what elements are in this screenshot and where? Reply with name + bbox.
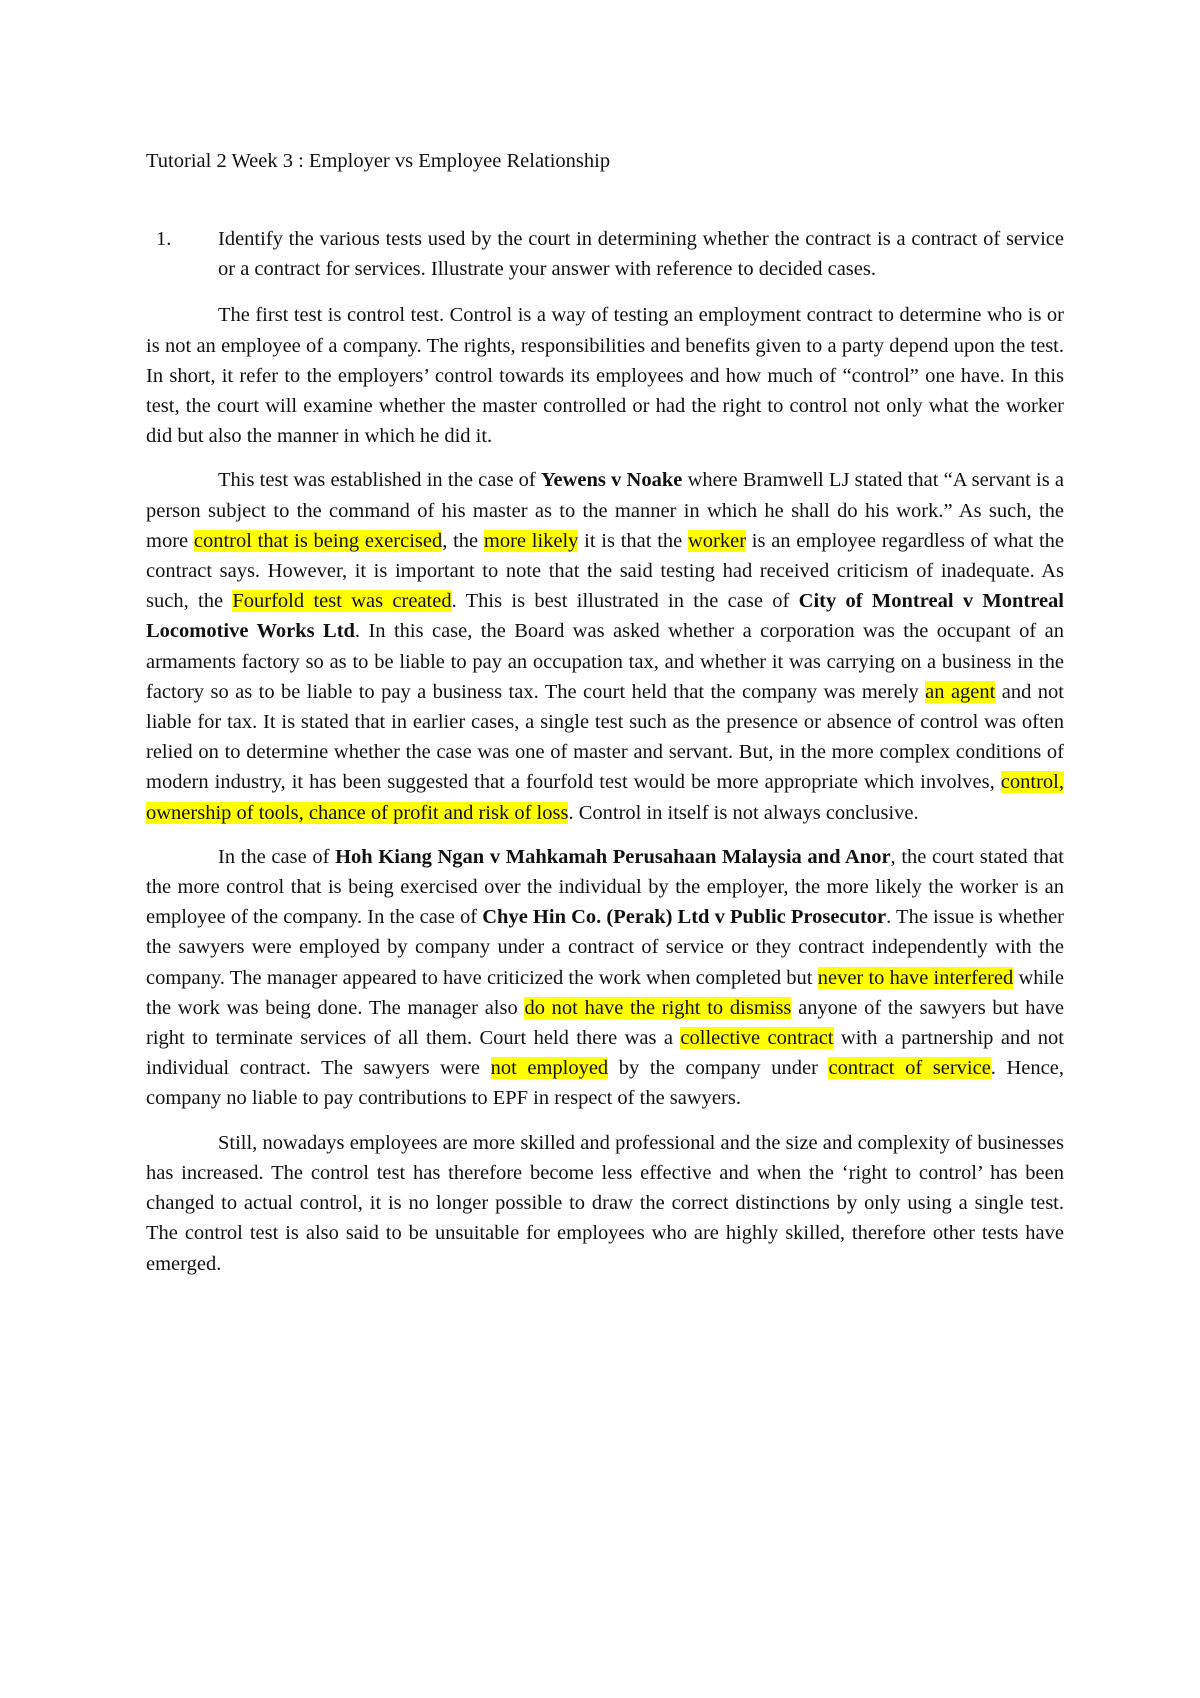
text-span: is an employee regardless of what the contract says. However, it is important to note that the said testing had received criticism of inadequate. As such, the (146, 529, 1064, 613)
paragraph-hoh-kiang-ngan (146, 842, 1064, 1114)
text-span: and not liable for tax. It is stated that in earlier cases, a single test such as the presence or absence of control was often relied on to determine whether the case was one of master and servant. But, in the more complex conditions of modern industry, it has been suggested that a fourfold test would be more appropriate which involves, (146, 680, 1064, 794)
highlight: do not have the right to dismiss (524, 996, 792, 1019)
highlight: control that is being exercised (193, 529, 443, 552)
text-span: . The issue is whether the sawyers were employed by company under a contract of service or they contract independently with the company. The manager appeared to have criticized the work when completed but (146, 906, 1065, 989)
text-span: . This is best illustrated in the case of (451, 590, 799, 613)
text-span: . In this case, the Board was asked whether a corporation was the occupant of an armaments factory so as to be liable to pay an occupation tax, and whether it was carrying on a business in the factory so as to be liable to pay a business tax. The court held that the company was merely (146, 620, 1064, 703)
highlight: worker (687, 529, 747, 552)
text-span: it is that the (578, 529, 688, 552)
text-span: . Hence, company no liable to pay contributions to EPF in respect of the sawyers. (146, 1057, 1064, 1110)
paragraph-yewens (146, 465, 1064, 827)
text-span: , the (442, 529, 484, 552)
text-span: In the case of (218, 845, 336, 868)
text-span: while the work was being done. The manager also (146, 966, 1065, 1019)
highlight: collective contract (680, 1027, 834, 1050)
highlight: contract of service (828, 1057, 991, 1080)
text-span: . Control in itself is not always conclusive. (568, 801, 919, 824)
case-name: Yewens v Noake (540, 469, 683, 492)
question-item (146, 224, 1064, 284)
highlight: an agent (925, 680, 996, 703)
paragraph-control-test (146, 300, 1064, 451)
text-span: where Bramwell LJ stated that “A servant is a person subject to the command of his master as to the manner in which he shall do his work.” As such, the more (146, 469, 1065, 552)
text-span: , the court stated that the more control that is being exercised over the individual by the employer, the more likely the worker is an employee of the company. In the case of (146, 845, 1064, 929)
paragraph-conclusion (146, 1128, 1064, 1279)
highlight: Fourfold test was created (232, 590, 452, 613)
highlight: more likely (483, 529, 579, 552)
question-number: 1. (156, 228, 172, 250)
highlight: never to have interfered (817, 966, 1014, 989)
case-name: Chye Hin Co. (Perak) Ltd v Public Prosecutor (482, 906, 887, 929)
text-span: by the company under (608, 1057, 829, 1080)
paragraph-text: Still, nowadays employees are more skilled and professional and the size and complexity of businesses has increased. The control test has therefore become less effective and when the ‘right to control’ has been changed to actual control, it is no longer possible to draw the correct distinctions by only using a single test. The control test is also said to be unsuitable for employees who are highly skilled, therefore other tests have emerged. (146, 1131, 1064, 1275)
document-title: Tutorial 2 Week 3 : Employer vs Employee Relationship (146, 150, 611, 172)
text-span: with a partnership and not individual contract. The sawyers were (146, 1027, 1065, 1080)
case-name: City of Montreal v Montreal Locomotive Works Ltd (146, 590, 1064, 643)
text-span: anyone of the sawyers but have right to terminate services of all them. Court held there was a (146, 996, 1065, 1050)
paragraph-text: The first test is control test. Control is a way of testing an employment contract to determine who is or is not an employee of a company. The rights, responsibilities and benefits given to a party depend upon the test. In short, it refer to the employers’ control towards its employees and how much of “control” one have. In this test, the court will examine whether the master controlled or had the right to control not only what the worker did but also the manner in which he did it. (146, 304, 1064, 448)
highlight: not employed (490, 1057, 609, 1080)
highlight: control, ownership of tools, chance of profit and risk of loss (146, 771, 1064, 824)
text-span: This test was established in the case of (218, 469, 541, 492)
question-text: Identify the various tests used by the court in determining whether the contract is a contract of service or a contract for services. Illustrate your answer with reference to decided cases. (218, 228, 1064, 281)
case-name: Hoh Kiang Ngan v Mahkamah Perusahaan Malaysia and Anor (335, 845, 891, 868)
document-body (146, 224, 1064, 1293)
